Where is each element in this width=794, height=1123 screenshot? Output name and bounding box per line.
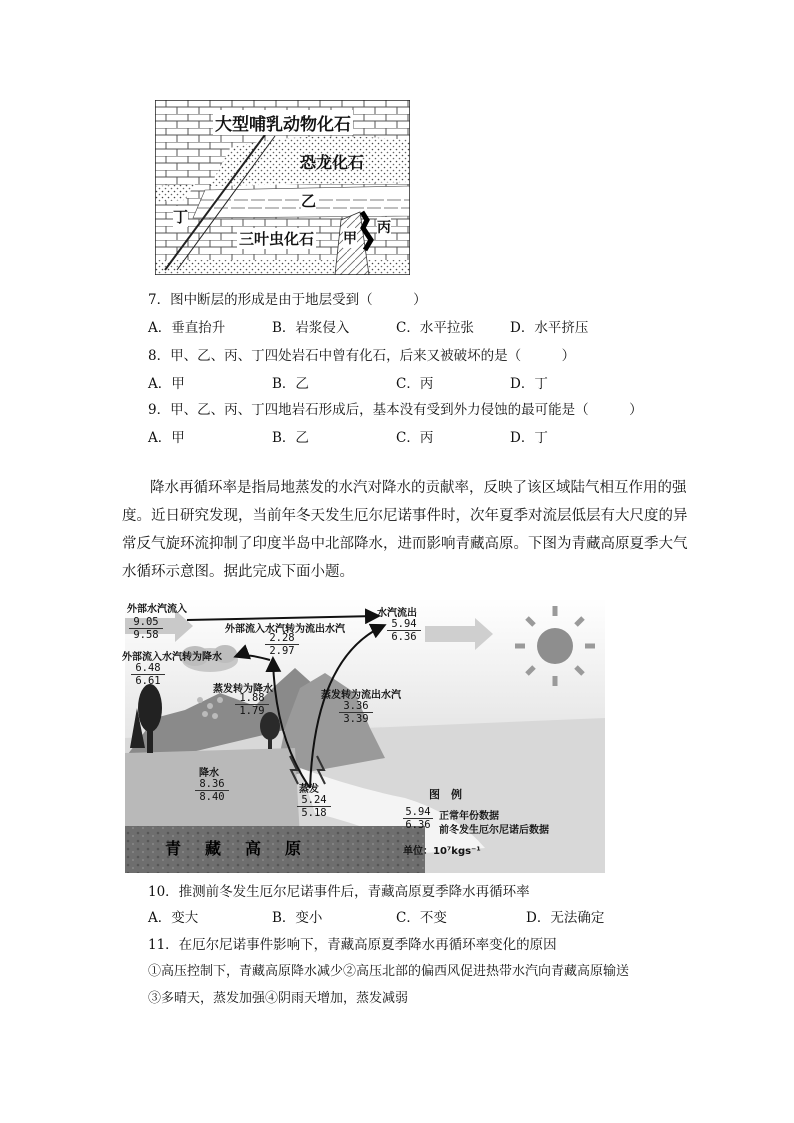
label-in-to-out: 外部流入水汽转为流出水汽 <box>225 624 345 635</box>
q9-option-c[interactable]: C．丙 <box>396 430 434 446</box>
q9-option-a[interactable]: A．甲 <box>148 430 185 446</box>
in-to-out-normal: 2.28 <box>265 632 299 645</box>
inflow-nino: 9.58 <box>133 629 159 641</box>
legend-nino-value: 6.36 <box>405 819 431 831</box>
value-in-to-precip <box>131 662 165 687</box>
q8-option-b[interactable]: B．乙 <box>272 376 309 392</box>
q10-option-c[interactable]: C．不变 <box>396 910 447 926</box>
value-precip <box>195 778 229 803</box>
legend-nino-text: 前冬发生厄尔尼诺后数据 <box>439 825 549 836</box>
precip-normal: 8.36 <box>195 778 229 791</box>
plateau-label: 青 藏 高 原 <box>165 839 306 858</box>
q7-option-c[interactable]: C．水平拉张 <box>396 320 474 336</box>
in-to-precip-nino: 6.61 <box>135 675 161 687</box>
q11-statement-line-2: ③多晴天，蒸发加强④阴雨天增加，蒸发减弱 <box>148 991 409 1006</box>
q9-option-b[interactable]: B．乙 <box>272 430 309 446</box>
value-evap <box>297 794 331 819</box>
q10-option-a[interactable]: A．变大 <box>148 910 199 926</box>
evap-normal: 5.24 <box>297 794 331 807</box>
q10-option-d[interactable]: D．无法确定 <box>526 910 605 926</box>
label-evap: 蒸发 <box>299 784 319 795</box>
legend <box>403 786 603 857</box>
q8-option-a[interactable]: A．甲 <box>148 376 185 392</box>
q7-option-b[interactable]: B．岩浆侵入 <box>272 320 350 336</box>
value-outflow <box>387 618 421 643</box>
outflow-nino: 6.36 <box>391 631 417 643</box>
legend-values <box>403 806 433 831</box>
value-in-to-out <box>265 632 299 657</box>
question-11-stem: 11．在厄尔尼诺事件影响下，青藏高原夏季降水再循环率变化的原因 <box>148 937 557 953</box>
precip-nino: 8.40 <box>199 791 225 803</box>
q11-statement-line-1: ①高压控制下，青藏高原降水减少②高压北部的偏西风促进热带水汽向青藏高原输送 <box>148 964 630 979</box>
geology-figure <box>155 100 410 275</box>
reading-passage: 降水再循环率是指局地蒸发的水汽对降水的贡献率，反映了该区域陆气相互作用的强度。近日研究发现，当前年冬天发生厄尔尼诺事件时，次年夏季对流层低层有大尺度的异常反气旋环流抑制了印度半岛中北部降水，进而影响青藏高原。下图为青藏高原夏季大气水循环示意图。据此完成下面小题。 <box>122 480 688 580</box>
label-jia: 甲 <box>343 228 357 248</box>
label-inflow: 外部水汽流入 <box>127 604 187 615</box>
question-9-stem: 9．甲、乙、丙、丁四地岩石形成后，基本没有受到外力侵蚀的最可能是（ ） <box>148 402 643 418</box>
evap-to-precip-nino: 1.79 <box>239 705 265 717</box>
label-ding: 丁 <box>173 208 189 226</box>
in-to-out-nino: 2.97 <box>269 645 295 657</box>
q10-option-b[interactable]: B．变小 <box>272 910 323 926</box>
legend-normal-value: 5.94 <box>403 806 433 819</box>
q8-option-c[interactable]: C．丙 <box>396 376 434 392</box>
q7-option-d[interactable]: D．水平挤压 <box>510 320 589 336</box>
label-outflow: 水汽流出 <box>377 608 417 619</box>
label-yi: 乙 <box>301 192 317 210</box>
legend-normal-text: 正常年份数据 <box>439 811 499 822</box>
label-evap-to-out: 蒸发转为流出水汽 <box>321 690 401 701</box>
value-inflow <box>129 616 163 641</box>
legend-unit: 单位：10⁷kgs⁻¹ <box>403 846 481 857</box>
q8-option-d[interactable]: D．丁 <box>510 376 548 392</box>
label-in-to-precip: 外部流入水汽转为降水 <box>122 652 222 663</box>
value-evap-to-out <box>339 700 373 725</box>
value-evap-to-precip <box>235 692 269 717</box>
in-to-precip-normal: 6.48 <box>131 662 165 675</box>
label-mammal-fossil: 大型哺乳动物化石 <box>213 110 353 135</box>
water-cycle-figure <box>122 598 605 873</box>
q9-option-d[interactable]: D．丁 <box>510 430 548 446</box>
q7-option-a[interactable]: A．垂直抬升 <box>148 320 226 336</box>
label-evap-to-precip: 蒸发转为降水 <box>213 684 273 695</box>
legend-title: 图 例 <box>429 788 462 801</box>
question-8-stem: 8．甲、乙、丙、丁四处岩石中曾有化石，后来又被破坏的是（ ） <box>148 348 576 364</box>
question-7-stem: 7．图中断层的形成是由于地层受到（ ） <box>148 292 427 308</box>
label-dinosaur-fossil: 恐龙化石 <box>300 153 365 172</box>
question-10-stem: 10．推测前冬发生厄尔尼诺事件后，青藏高原夏季降水再循环率 <box>148 884 530 900</box>
evap-nino: 5.18 <box>301 807 327 819</box>
evap-to-out-normal: 3.36 <box>339 700 373 713</box>
label-bing: 丙 <box>377 217 391 237</box>
label-precip: 降水 <box>199 768 219 779</box>
inflow-normal: 9.05 <box>129 616 163 629</box>
outflow-normal: 5.94 <box>387 618 421 631</box>
evap-to-out-nino: 3.39 <box>343 713 369 725</box>
evap-to-precip-normal: 1.88 <box>235 692 269 705</box>
label-trilobite-fossil: 三叶虫化石 <box>239 230 315 248</box>
